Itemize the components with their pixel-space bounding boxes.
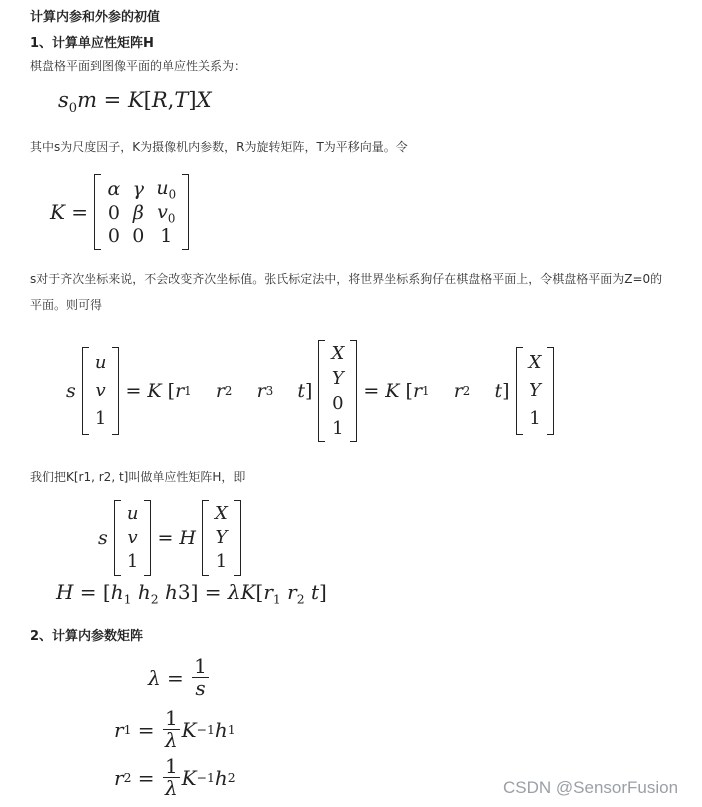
paragraph-homography-def: 我们把K[r1, r2, t]叫做单应性矩阵H，即 bbox=[30, 470, 246, 484]
section-heading-2: 2、计算内参数矩阵 bbox=[30, 629, 144, 644]
equation-r2: r 2 = $\frac{1}{\lambda}$ K −1 h 2 bbox=[114, 754, 236, 800]
equation-h-decomposition: $H = [h_1$ $h_2$ $h3] = \lambda K[r_1$ $r_2$ t] bbox=[56, 580, 327, 607]
section-heading-1: 1、计算单应性矩阵H bbox=[30, 36, 154, 51]
paragraph-homography-intro: 棋盘格平面到图像平面的单应性关系为： bbox=[30, 59, 247, 73]
paragraph-homogeneous-b: 平面。则可得 bbox=[30, 298, 103, 312]
equation-homography-h: s u v 1 = H X Y 1 bbox=[98, 500, 241, 576]
paragraph-homogeneous-a: s对于齐次坐标来说，不会改变齐次坐标值。张氏标定法中，将世界坐标系狗仔在棋盘格平面上，令棋盘格平面为Z=0的 bbox=[30, 272, 663, 286]
equation-r1: r 1 = $\frac{1}{\lambda}$ K −1 h 1 bbox=[114, 706, 236, 752]
equation-lambda: λ = $\frac{1}{s}$ bbox=[148, 654, 207, 700]
equation-homography: $s_0m = K[R,T]X$ bbox=[58, 88, 212, 116]
paragraph-params: 其中s为尺度因子，K为摄像机内参数，R为旋转矩阵，T为平移向量。令 bbox=[30, 140, 408, 154]
watermark: CSDN @SensorFusion bbox=[503, 778, 679, 797]
equation-intrinsic-matrix: K = α γ $u_0$ 0 β $v_0$ 0 0 1 bbox=[50, 174, 189, 250]
equation-projection-expanded: s u v 1 = K [ r 1 r 2 r 3 t ] X Y 0 1 = K [ r 1 r 2 t ] X Y 1 bbox=[66, 340, 554, 442]
page-title: 计算内参和外参的初值 bbox=[30, 10, 161, 25]
